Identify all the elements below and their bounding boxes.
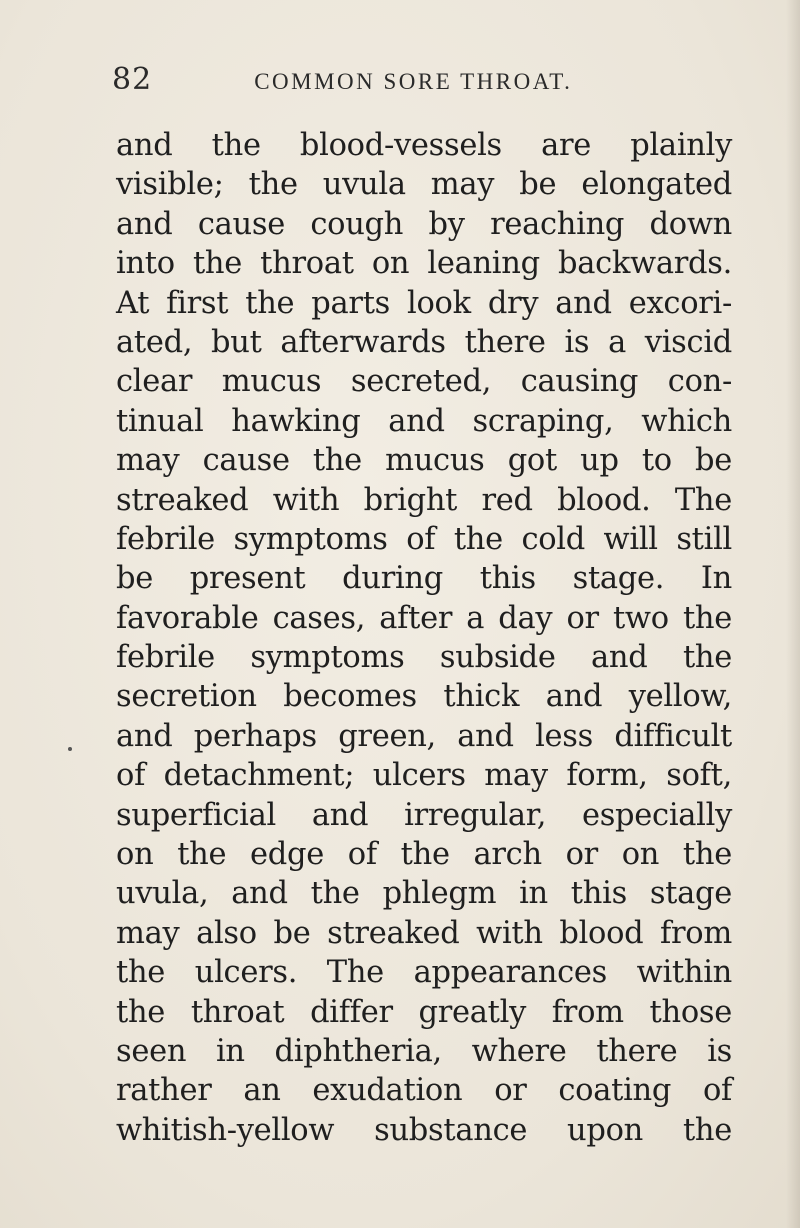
- text-line: streaked with bright red blood. The: [116, 482, 732, 518]
- running-header: [112, 62, 632, 102]
- text-line: favorable cases, after a day or two the: [116, 600, 732, 636]
- text-line: At first the parts look dry and excori-: [116, 285, 732, 321]
- text-line: clear mucus secreted, causing con-: [116, 364, 732, 400]
- text-line: ated, but afterwards there is a viscid: [116, 324, 732, 360]
- text-line: tinual hawking and scraping, which: [116, 403, 732, 439]
- running-title: COMMON SORE THROAT.: [254, 69, 573, 94]
- text-line: the ulcers. The appearances within: [116, 955, 732, 991]
- page-edge-shadow: [786, 0, 800, 1228]
- text-line: of detachment; ulcers may form, soft,: [116, 758, 732, 794]
- print-speck: [68, 747, 72, 751]
- text-line: visible; the uvula may be elongated: [116, 167, 732, 203]
- text-line: secretion becomes thick and yellow,: [116, 679, 732, 715]
- text-line: superficial and irregular, especially: [116, 797, 732, 833]
- text-line: and the blood-vessels are plainly: [116, 128, 732, 163]
- text-line: and perhaps green, and less difficult: [116, 718, 732, 754]
- text-line: whitish-yellow substance upon the: [116, 1112, 732, 1148]
- body-paragraph: [116, 126, 732, 1150]
- text-line: be present during this stage. In: [116, 561, 732, 597]
- text-line: the throat differ greatly from those: [116, 994, 732, 1030]
- page-number: 82: [112, 62, 153, 97]
- text-line: febrile symptoms subside and the: [116, 640, 732, 676]
- text-line: into the throat on leaning backwards.: [116, 246, 732, 282]
- text-line: may also be streaked with blood from: [116, 915, 732, 951]
- text-line: on the edge of the arch or on the: [116, 837, 732, 873]
- text-line: febrile symptoms of the cold will still: [116, 521, 732, 557]
- text-line: uvula, and the phlegm in this stage: [116, 876, 732, 912]
- text-line: rather an exudation or coating of: [116, 1073, 732, 1109]
- text-line: seen in diphtheria, where there is: [116, 1033, 732, 1069]
- text-line: and cause cough by reaching down: [116, 206, 732, 242]
- text-line: may cause the mucus got up to be: [116, 443, 732, 479]
